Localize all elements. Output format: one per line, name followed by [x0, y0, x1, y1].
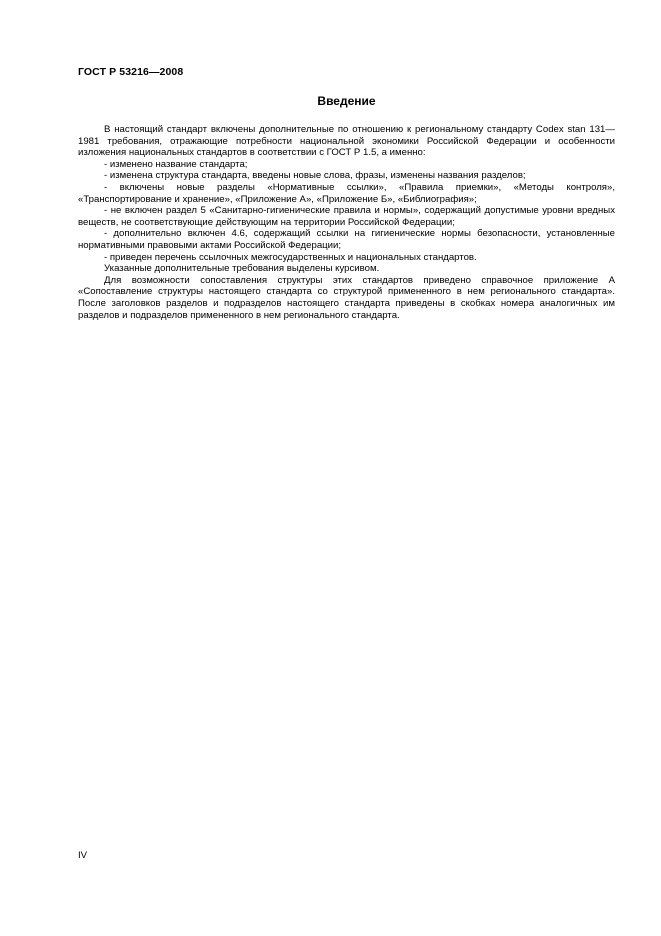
note-paragraph: Указанные дополнительные требования выделены курсивом. [104, 263, 380, 275]
page-number: IV [78, 850, 88, 861]
intro-paragraph: В настоящий стандарт включены дополнительные по отношению к региональному стандарту Codex stan 131—1981 требования, отражающие потребности национальной экономики Российской Федерации и особенности изложения национальных стандартов в соответствии с ГОСТ Р 1.5, а именно: [78, 124, 615, 159]
list-item: - приведен перечень ссылочных межгосударственных и национальных стандартов. [104, 251, 477, 263]
section-title: Введение [317, 94, 376, 108]
section-body [78, 124, 615, 321]
list-item: - включены новые разделы «Нормативные ссылки», «Правила приемки», «Методы контроля», «Транспортирование и хранение», «Приложение А», «Приложение Б», «Библиография»; [78, 181, 615, 205]
list-item: - изменена структура стандарта, введены новые слова, фразы, изменены названия разделов; [104, 170, 526, 182]
list-item: - не включен раздел 5 «Санитарно-гигиенические правила и нормы», содержащий допустимые уровни вредных веществ, не соответствующие действующим на территории Российской Федерации; [78, 205, 615, 228]
comparison-paragraph: Для возможности сопоставления структуры этих стандартов приведено справочное приложение А «Сопоставление структуры настоящего стандарта со структурой примененного в нем регионального стандарта». После заголовков разделов и подразделов настоящего стандарта приведены в скобках номера аналогичных им разделов и подразделов примененного в нем регионального стандарта. [78, 274, 615, 321]
list-item: - дополнительно включен 4.6, содержащий ссылки на гигиенические нормы безопасности, установленные нормативными правовыми актами Российской Федерации; [78, 228, 615, 251]
list-item: - изменено название стандарта; [104, 158, 248, 170]
document-header: ГОСТ Р 53216—2008 [78, 66, 184, 78]
